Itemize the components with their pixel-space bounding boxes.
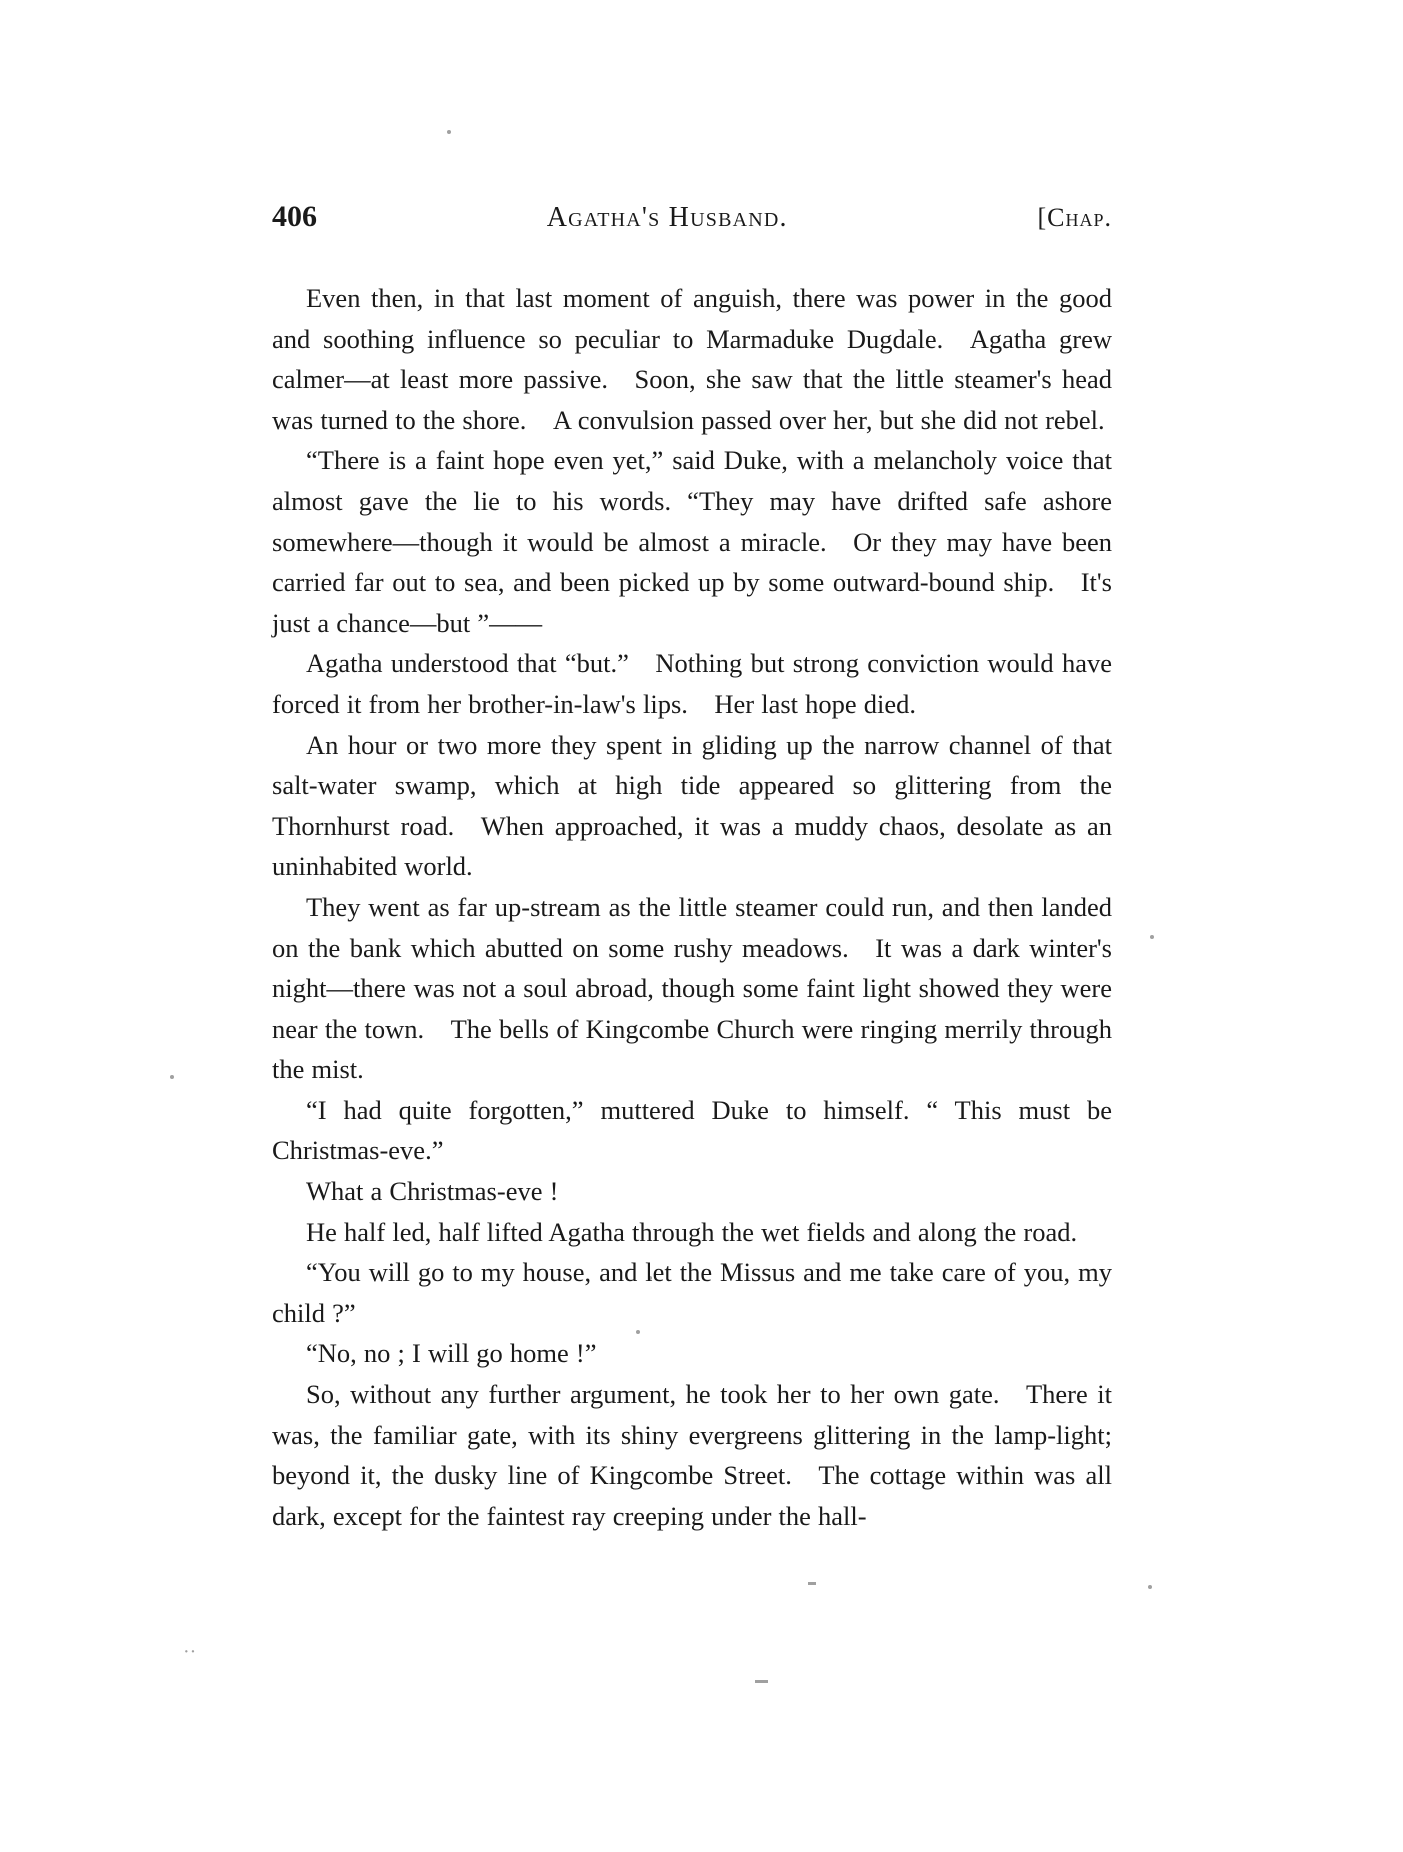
body-paragraph: What a Christmas-eve ! bbox=[306, 1176, 559, 1207]
body-paragraph: “You will go to my house, and let the Missus and me take care of you, my child ?” bbox=[272, 1257, 1112, 1328]
running-title: Agatha's Husband. bbox=[546, 202, 788, 233]
body-paragraph: So, without any further argument, he took her to her own gate. There it was, the familiar gate, with its shiny evergreens glittering in the lamp-light; beyond it, the dusky line of Kingcombe Street. The cottage within was all dark, except for the faintest ray creeping under the hall- bbox=[272, 1379, 1112, 1531]
scan-speck bbox=[170, 1075, 174, 1079]
running-head bbox=[272, 200, 1112, 234]
running-chapter-marker: [Chap. bbox=[1037, 203, 1112, 232]
body-paragraph: Agatha understood that “but.” Nothing but strong conviction would have forced it from her brother-in-law's lips. Her last hope died. bbox=[272, 648, 1112, 719]
body-paragraph: Even then, in that last moment of anguish, there was power in the good and soothing influence so peculiar to Marmaduke Dugdale. Agatha grew calmer—at least more passive. Soon, she saw that the little steamer's head was turned to the shore. A convulsion passed over her, but she did not rebel. bbox=[272, 283, 1112, 435]
scan-speck: ·· bbox=[183, 1641, 197, 1663]
body-paragraph: “I had quite forgotten,” muttered Duke to himself. “ This must be Christmas-eve.” bbox=[272, 1094, 1112, 1166]
page-number: 406 bbox=[272, 200, 317, 233]
body-paragraph: They went as far up-stream as the little steamer could run, and then landed on the bank which abutted on some rushy meadows. It was a dark winter's night—there was not a soul abroad, though some faint light showed they were near the town. The bells of Kingcombe Church were ringing merrily through the mist. bbox=[272, 891, 1112, 1085]
scan-speck bbox=[1150, 935, 1154, 939]
page-text-column bbox=[272, 200, 1112, 1536]
scan-speck bbox=[755, 1680, 768, 1683]
scan-speck bbox=[808, 1582, 816, 1585]
body-paragraph: “No, no ; I will go home !” bbox=[306, 1338, 597, 1369]
scan-speck bbox=[447, 130, 451, 134]
scan-speck bbox=[1148, 1585, 1152, 1589]
body-paragraph: “There is a faint hope even yet,” said Duke, with a melancholy voice that almost gave the lie to his words. “They may have drifted safe ashore somewhere—though it would be almost a miracle. Or they may have been carried far out to sea, and been picked up by some outward-bound ship. It's just a chance—but ”—— bbox=[272, 445, 1112, 638]
body-paragraph: He half led, half lifted Agatha through the wet fields and along the road. bbox=[306, 1216, 1078, 1247]
body-paragraph: An hour or two more they spent in gliding up the narrow channel of that salt-water swamp, which at high tide appeared so glittering from the Thornhurst road. When approached, it was a muddy chaos, desolate as an uninhabited world. bbox=[272, 729, 1112, 882]
